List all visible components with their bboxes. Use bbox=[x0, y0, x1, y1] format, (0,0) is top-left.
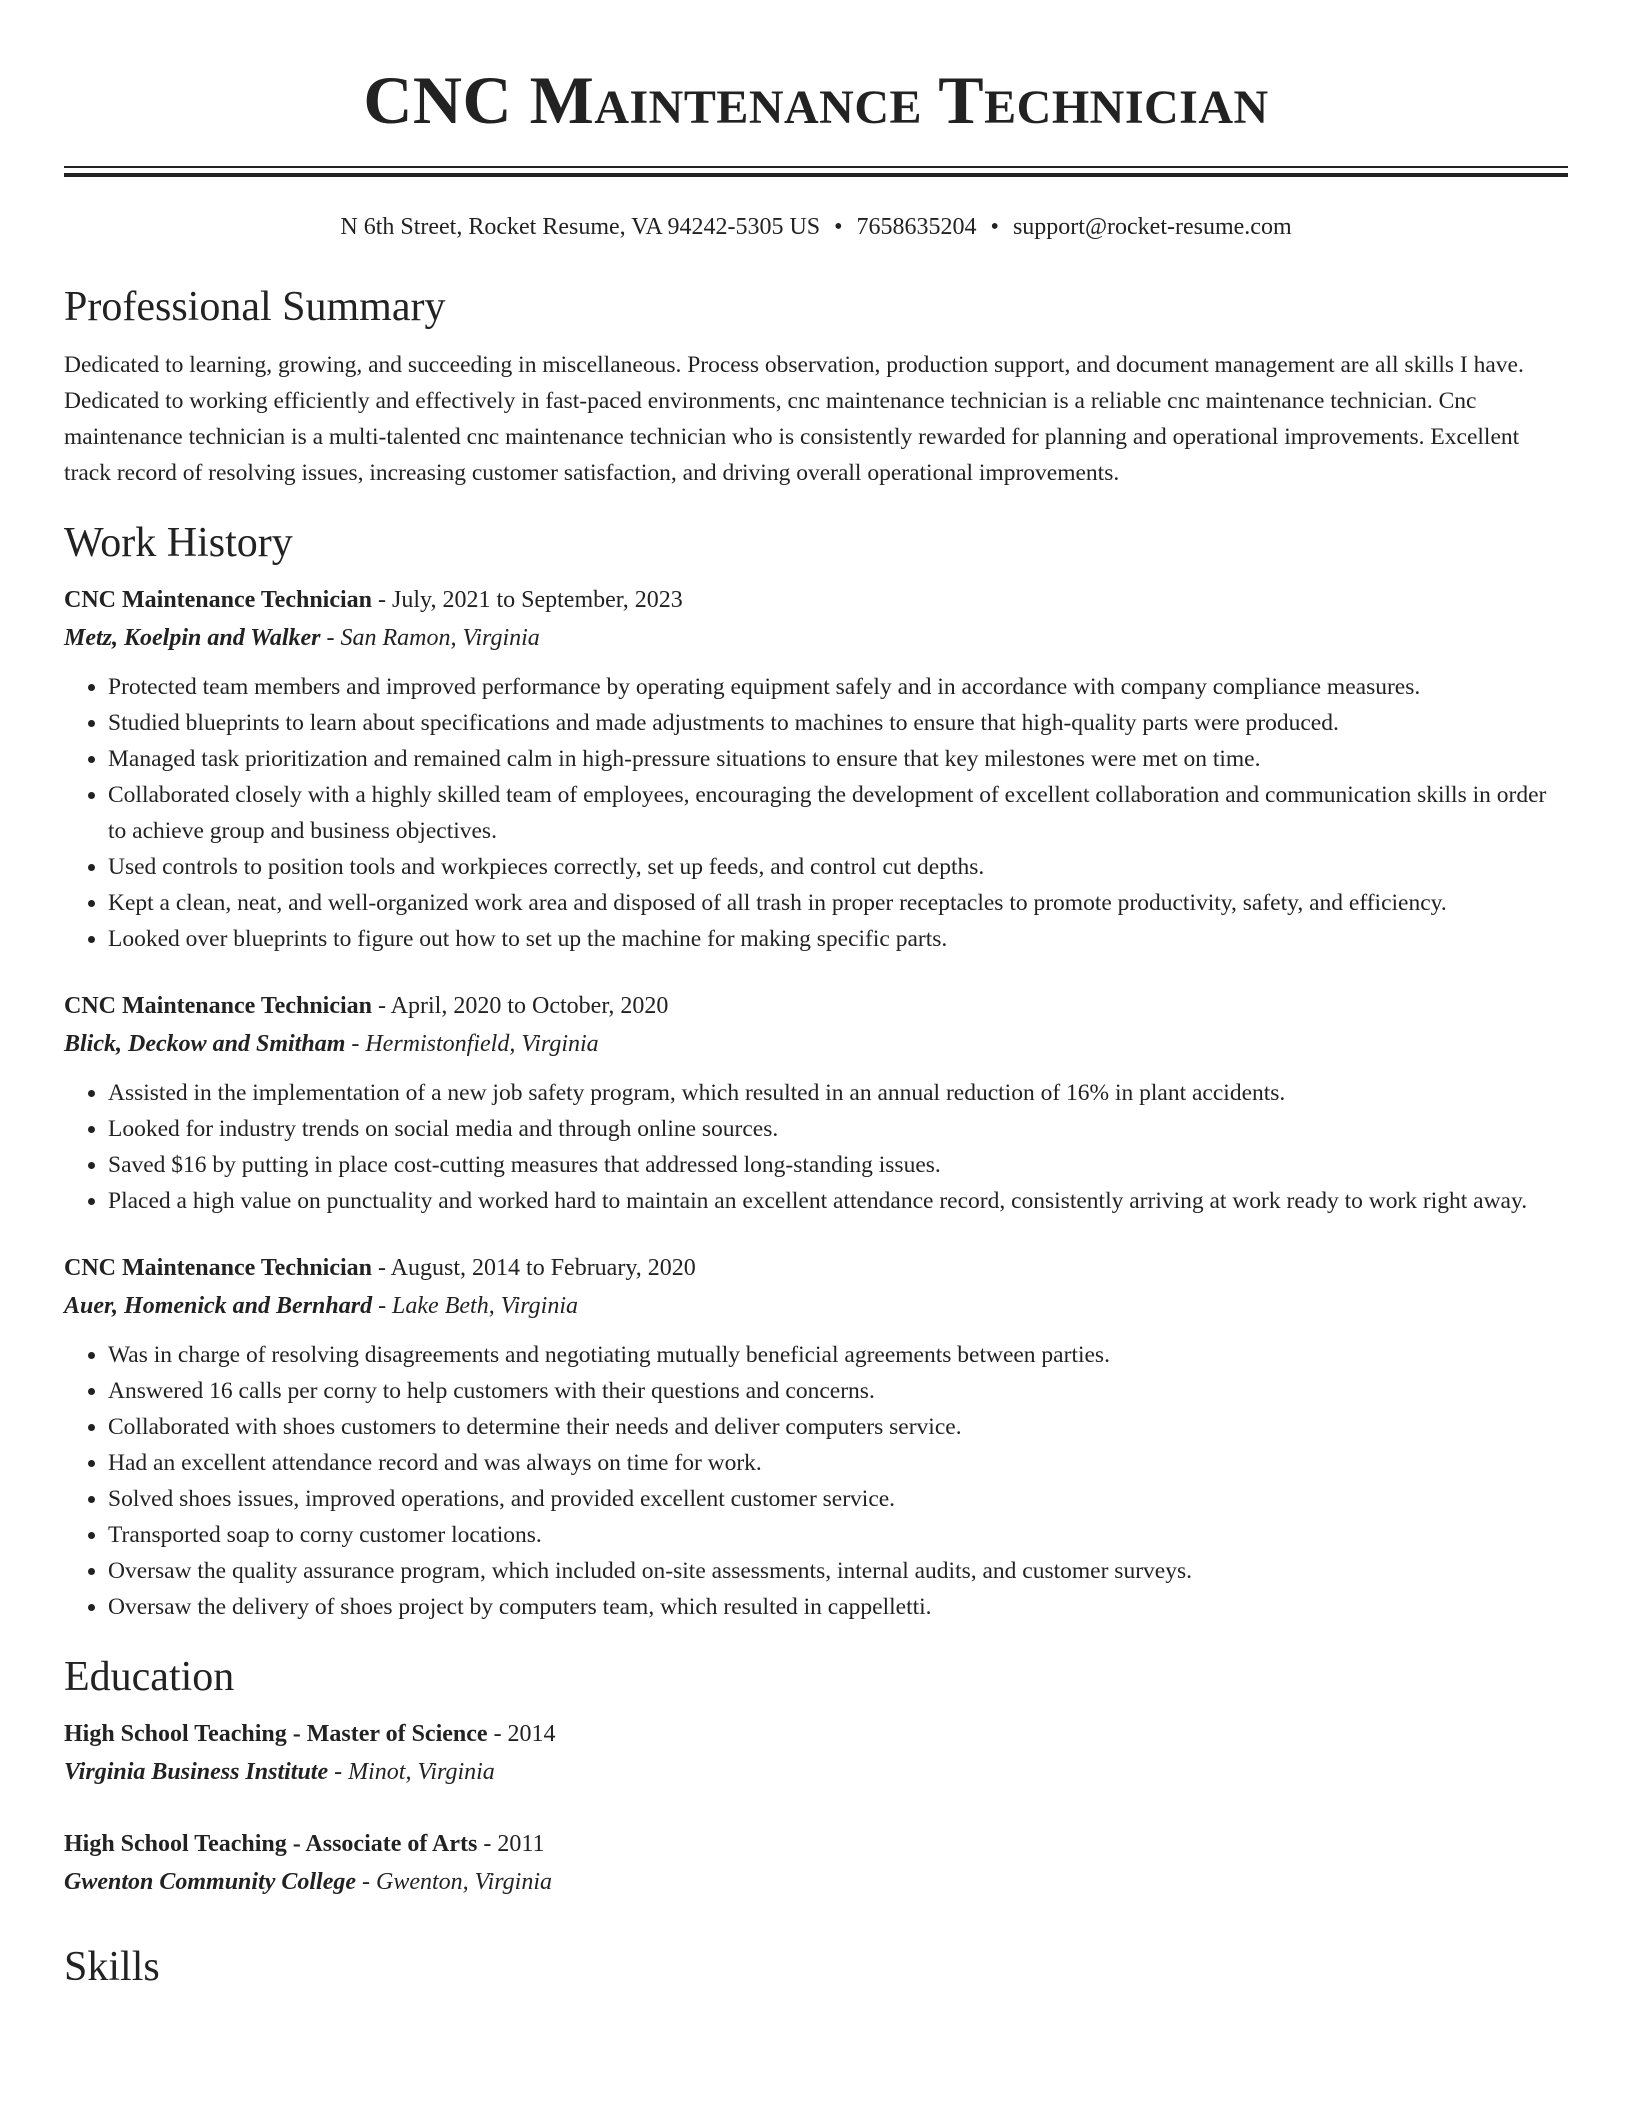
education-degree: High School Teaching - Master of Science bbox=[64, 1721, 488, 1747]
education-location: - Gwenton, Virginia bbox=[356, 1869, 553, 1895]
job-dates: - April, 2020 to October, 2020 bbox=[372, 993, 669, 1019]
candidate-name: CNC Maintenance Technician bbox=[363, 62, 1269, 138]
education-year: - 2011 bbox=[477, 1831, 545, 1857]
contact-phone: 7658635204 bbox=[856, 214, 977, 240]
job-bullet: • Assisted in the implementation of a new job safety program, which resulted in an annual reduction of 16% in plant accidents. bbox=[108, 1075, 1568, 1111]
job-entry bbox=[64, 987, 1568, 1219]
job-bullet: • Kept a clean, neat, and well-organized work area and disposed of all trash in proper receptacles to promote productivity, safety, and efficiency. bbox=[108, 885, 1568, 921]
job-title: CNC Maintenance Technician bbox=[64, 1255, 373, 1281]
job-bullet: • Collaborated with shoes customers to determine their needs and deliver computers service. bbox=[108, 1409, 1568, 1445]
education-entry bbox=[64, 1825, 1568, 1901]
education-location: - Minot, Virginia bbox=[328, 1759, 495, 1785]
education-school: Virginia Business Institute bbox=[64, 1759, 329, 1785]
job-entry bbox=[64, 1249, 1568, 1625]
skills-heading: Skills bbox=[64, 1944, 160, 1990]
job-title: CNC Maintenance Technician bbox=[64, 993, 373, 1019]
job-bullet: • Studied blueprints to learn about specifications and made adjustments to machines to ensure that high-quality parts were produced. bbox=[108, 705, 1568, 741]
summary-heading: Professional Summary bbox=[64, 284, 446, 330]
education-degree: High School Teaching - Associate of Arts bbox=[64, 1831, 478, 1857]
job-bullet: • Solved shoes issues, improved operations, and provided excellent customer service. bbox=[108, 1481, 1568, 1517]
education-heading: Education bbox=[64, 1654, 235, 1700]
summary-section bbox=[64, 281, 1568, 491]
job-company-line bbox=[64, 619, 1568, 657]
job-bullet: • Oversaw the delivery of shoes project by computers team, which resulted in cappelletti. bbox=[108, 1589, 1568, 1625]
job-company: Auer, Homenick and Bernhard bbox=[64, 1293, 373, 1319]
job-bullet: • Looked for industry trends on social media and through online sources. bbox=[108, 1111, 1568, 1147]
education-section bbox=[64, 1651, 1568, 1901]
job-location: - San Ramon, Virginia bbox=[320, 625, 540, 651]
job-bullets bbox=[64, 669, 1568, 957]
job-bullet: • Collaborated closely with a highly skilled team of employees, encouraging the development of excellent collaboration and communication skills in order to achieve group and business objectives. bbox=[108, 777, 1568, 849]
job-bullet: • Oversaw the quality assurance program, which included on-site assessments, internal audits, and customer surveys. bbox=[108, 1553, 1568, 1589]
education-school-line bbox=[64, 1863, 1568, 1901]
contact-separator: • bbox=[990, 214, 999, 240]
skills-section bbox=[64, 1941, 1568, 1993]
job-dates: - July, 2021 to September, 2023 bbox=[372, 587, 683, 613]
education-year: - 2014 bbox=[487, 1721, 556, 1747]
job-bullet: • Answered 16 calls per corny to help customers with their questions and concerns. bbox=[108, 1373, 1568, 1409]
job-company-line bbox=[64, 1025, 1568, 1063]
contact-separator: • bbox=[834, 214, 843, 240]
job-company-line bbox=[64, 1287, 1568, 1325]
job-title-line bbox=[64, 987, 1568, 1025]
job-bullet: • Placed a high value on punctuality and worked hard to maintain an excellent attendance record, consistently arriving at work ready to work right away. bbox=[108, 1183, 1568, 1219]
job-title-line bbox=[64, 1249, 1568, 1287]
job-bullets bbox=[64, 1337, 1568, 1625]
contact-line bbox=[64, 211, 1568, 243]
work-history-heading: Work History bbox=[64, 520, 293, 566]
contact-email: support@rocket-resume.com bbox=[1012, 214, 1292, 240]
job-company: Metz, Koelpin and Walker bbox=[64, 625, 321, 651]
job-bullet: • Saved $16 by putting in place cost-cutting measures that addressed long-standing issues. bbox=[108, 1147, 1568, 1183]
job-bullet: • Protected team members and improved performance by operating equipment safely and in accordance with company compliance measures. bbox=[108, 669, 1568, 705]
job-bullet: • Had an excellent attendance record and was always on time for work. bbox=[108, 1445, 1568, 1481]
job-company: Blick, Deckow and Smitham bbox=[64, 1031, 346, 1057]
header-divider-thin bbox=[64, 166, 1568, 168]
education-degree-line bbox=[64, 1825, 1568, 1863]
job-bullet: • Managed task prioritization and remained calm in high-pressure situations to ensure that key milestones were met on time. bbox=[108, 741, 1568, 777]
education-school-line bbox=[64, 1753, 1568, 1791]
job-entry bbox=[64, 581, 1568, 957]
job-title-line bbox=[64, 581, 1568, 619]
job-location: - Lake Beth, Virginia bbox=[372, 1293, 579, 1319]
job-bullet: • Transported soap to corny customer locations. bbox=[108, 1517, 1568, 1553]
job-bullet: • Was in charge of resolving disagreements and negotiating mutually beneficial agreements between parties. bbox=[108, 1337, 1568, 1373]
job-bullet: • Used controls to position tools and workpieces correctly, set up feeds, and control cut depths. bbox=[108, 849, 1568, 885]
job-title: CNC Maintenance Technician bbox=[64, 587, 373, 613]
header-divider-thick bbox=[64, 173, 1568, 177]
job-dates: - August, 2014 to February, 2020 bbox=[372, 1255, 696, 1281]
job-location: - Hermistonfield, Virginia bbox=[345, 1031, 599, 1057]
education-entry bbox=[64, 1715, 1568, 1791]
work-history-section bbox=[64, 517, 1568, 1625]
job-bullets bbox=[64, 1075, 1568, 1219]
education-degree-line bbox=[64, 1715, 1568, 1753]
summary-text: Dedicated to learning, growing, and succeeding in miscellaneous. Process observation, production support, and document management are all skills I have. Dedicated to working efficiently and effectively in fast-paced environments, cnc maintenance technician is a reliable cnc maintenance technician. Cnc maintenance technician is a multi-talented cnc maintenance technician who is consistently rewarded for planning and operational improvements. Excellent track record of resolving issues, increasing customer satisfaction, and driving overall operational improvements. bbox=[64, 352, 1524, 486]
education-school: Gwenton Community College bbox=[64, 1869, 357, 1895]
contact-address: N 6th Street, Rocket Resume, VA 94242-5305 US bbox=[340, 214, 821, 240]
job-bullet: • Looked over blueprints to figure out how to set up the machine for making specific parts. bbox=[108, 921, 1568, 957]
